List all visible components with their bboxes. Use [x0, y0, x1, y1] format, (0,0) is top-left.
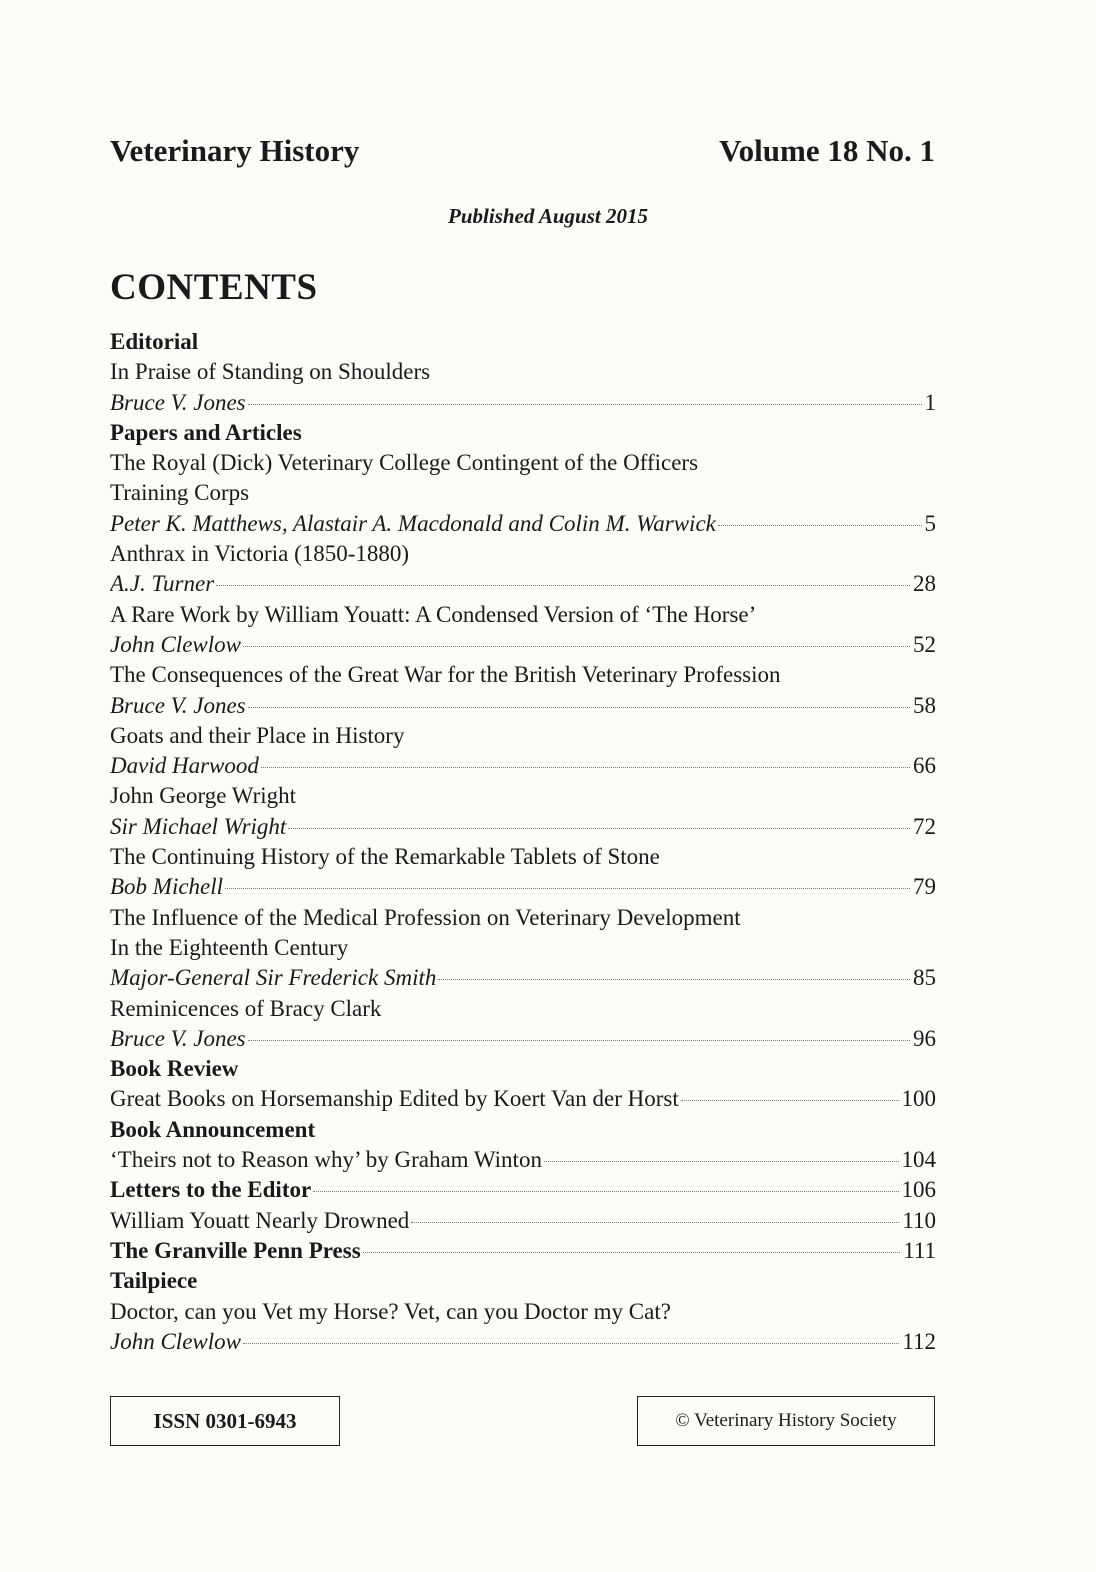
dot-leader — [544, 1161, 899, 1162]
section-heading-book-announcement: Book Announcement — [110, 1116, 316, 1142]
section-heading-letters-label: Letters to the Editor — [110, 1177, 312, 1203]
toc-entry-page: 1 — [924, 389, 936, 415]
toc-entry-title-continued[interactable]: Training Corps — [110, 480, 250, 506]
toc-entry-author-line[interactable] — [110, 1327, 936, 1357]
toc-entry-author-line[interactable] — [110, 812, 936, 842]
toc-entry-author: A.J. Turner — [110, 571, 215, 597]
toc-entry-title: Great Books on Horsemanship Edited by Koert Van der Horst — [110, 1086, 679, 1112]
dot-leader — [261, 767, 910, 768]
toc-entry-author: Sir Michael Wright — [110, 813, 287, 839]
section-heading-papers: Papers and Articles — [110, 419, 302, 445]
toc-entry-author: John Clewlow — [110, 1328, 241, 1354]
section-heading-book-review: Book Review — [110, 1056, 239, 1082]
toc-entry-page: 111 — [903, 1237, 936, 1263]
toc-entry-author: Bob Michell — [110, 874, 224, 900]
toc-entry-title[interactable]: The Continuing History of the Remarkable Tablets of Stone — [110, 844, 660, 870]
toc-entry-title[interactable]: Anthrax in Victoria (1850-1880) — [110, 541, 410, 567]
volume-number: Volume 18 No. 1 — [719, 133, 935, 168]
publication-date: Published August 2015 — [448, 204, 648, 228]
toc-entry-page: 85 — [913, 965, 936, 991]
toc-entry-title[interactable]: The Royal (Dick) Veterinary College Contingent of the Officers — [110, 450, 699, 476]
section-heading-letters[interactable] — [110, 1175, 936, 1205]
toc-entry-line[interactable] — [110, 1145, 936, 1175]
section-heading-granville-label: The Granville Penn Press — [110, 1237, 361, 1263]
dot-leader — [438, 979, 910, 980]
toc-entry-page: 110 — [902, 1207, 936, 1233]
toc-entry-title[interactable]: Goats and their Place in History — [110, 722, 405, 748]
toc-entry-author-line[interactable] — [110, 1024, 936, 1054]
toc-entry-line[interactable] — [110, 1084, 936, 1114]
dot-leader — [248, 404, 922, 405]
dot-leader — [248, 1040, 910, 1041]
toc-entry-title[interactable]: Doctor, can you Vet my Horse? Vet, can you Doctor my Cat? — [110, 1298, 671, 1324]
dot-leader — [313, 1191, 898, 1192]
toc-entry-page: 100 — [901, 1086, 936, 1112]
issn-box: ISSN 0301-6943 — [110, 1396, 340, 1446]
dot-leader — [225, 888, 910, 889]
toc-entry-page: 112 — [902, 1328, 936, 1354]
toc-entry-title[interactable]: In Praise of Standing on Shoulders — [110, 359, 431, 385]
dot-leader — [681, 1100, 899, 1101]
toc-entry-title[interactable]: The Consequences of the Great War for the British Veterinary Profession — [110, 662, 781, 688]
toc-entry-author: Bruce V. Jones — [110, 692, 246, 718]
toc-entry-author: Bruce V. Jones — [110, 389, 246, 415]
toc-entry-page: 79 — [913, 874, 936, 900]
toc-entry-page: 106 — [901, 1177, 936, 1203]
dot-leader — [718, 525, 922, 526]
toc-entry-page: 52 — [913, 631, 936, 657]
toc-entry-author-line[interactable] — [110, 963, 936, 993]
toc-entry-author-line[interactable] — [110, 509, 936, 539]
toc-entry-author-line[interactable] — [110, 630, 936, 660]
toc-entry-page: 96 — [913, 1025, 936, 1051]
section-heading-editorial: Editorial — [110, 329, 199, 354]
toc-entry-page: 72 — [913, 813, 936, 839]
toc-entry-author: David Harwood — [110, 753, 259, 779]
dot-leader — [243, 646, 910, 647]
toc-entry-title: ‘Theirs not to Reason why’ by Graham Winton — [110, 1147, 542, 1173]
toc-entry-author-line[interactable] — [110, 388, 936, 418]
toc-entry-title-continued[interactable]: In the Eighteenth Century — [110, 934, 349, 960]
page-header — [110, 133, 935, 169]
toc-entry-author-line[interactable] — [110, 751, 936, 781]
dot-leader — [248, 707, 910, 708]
copyright-box: © Veterinary History Society — [637, 1396, 935, 1446]
dot-leader — [288, 828, 910, 829]
dot-leader — [411, 1222, 899, 1223]
contents-heading: CONTENTS — [110, 267, 318, 308]
toc-entry-page: 28 — [913, 571, 936, 597]
journal-title: Veterinary History — [110, 133, 360, 168]
toc-entry-title[interactable]: Reminicences of Bracy Clark — [110, 995, 382, 1021]
dot-leader — [216, 585, 910, 586]
toc-entry-author: John Clewlow — [110, 631, 241, 657]
toc-entry-author-line[interactable] — [110, 691, 936, 721]
section-heading-granville[interactable] — [110, 1236, 936, 1266]
toc-entry-page: 5 — [924, 510, 936, 536]
toc-entry-title[interactable]: The Influence of the Medical Profession on Veterinary Development — [110, 904, 741, 930]
dot-leader — [363, 1252, 901, 1253]
toc-entry-page: 66 — [913, 753, 936, 779]
toc-entry-title[interactable]: John George Wright — [110, 783, 297, 809]
table-of-contents — [110, 327, 936, 1357]
toc-entry-author: Peter K. Matthews, Alastair A. Macdonald and Colin M. Warwick — [110, 510, 716, 536]
toc-entry-title: William Youatt Nearly Drowned — [110, 1207, 410, 1233]
toc-entry-author-line[interactable] — [110, 872, 936, 902]
toc-entry-author-line[interactable] — [110, 569, 936, 599]
toc-entry-line[interactable] — [110, 1206, 936, 1236]
section-heading-tailpiece: Tailpiece — [110, 1268, 198, 1294]
dot-leader — [243, 1343, 899, 1344]
toc-entry-title[interactable]: A Rare Work by William Youatt: A Condensed Version of ‘The Horse’ — [110, 601, 757, 627]
toc-entry-page: 58 — [913, 692, 936, 718]
toc-entry-author: Bruce V. Jones — [110, 1025, 246, 1051]
toc-entry-page: 104 — [901, 1147, 936, 1173]
toc-entry-author: Major-General Sir Frederick Smith — [110, 965, 437, 991]
